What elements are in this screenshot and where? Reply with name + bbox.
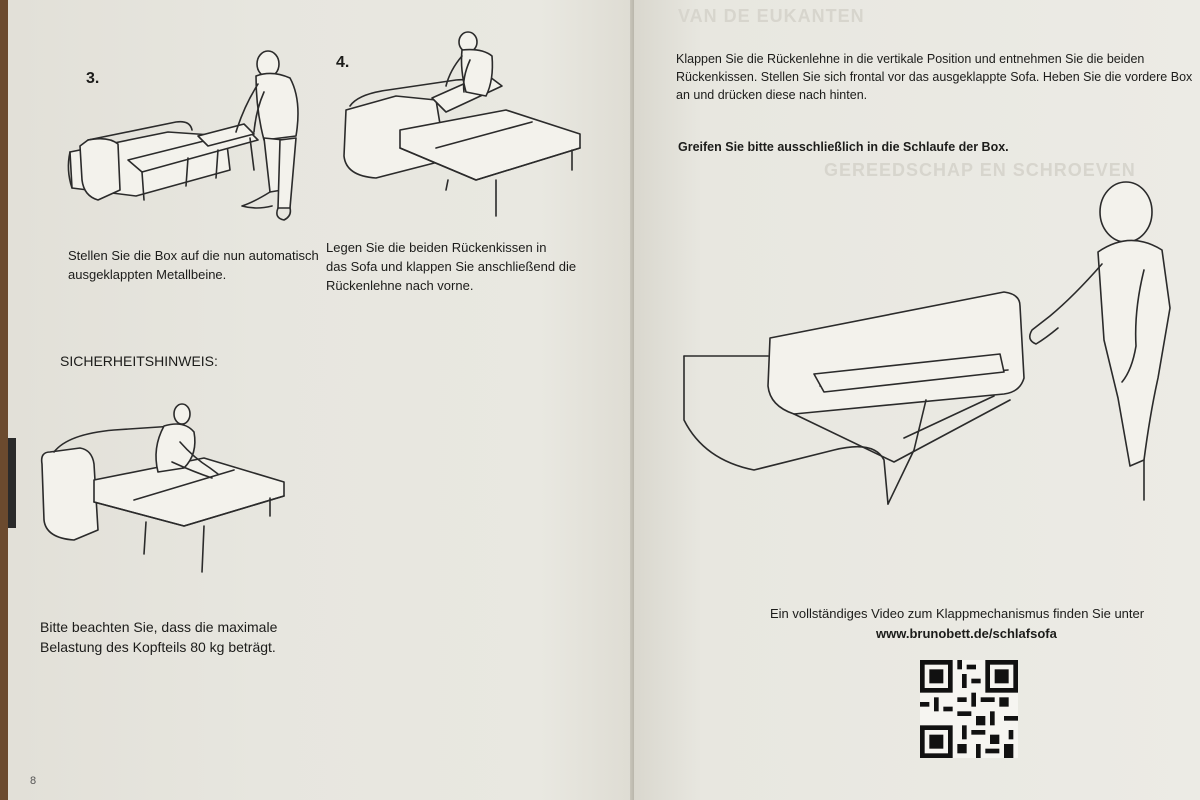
step-4-number: 4. xyxy=(336,54,350,71)
bleed-through-text-2: GEREEDSCHAP EN SCHROEVEN xyxy=(824,160,1136,180)
page-number: 8 xyxy=(30,775,37,787)
intro-line-1: Klappen Sie die Rückenlehne in die vertikale Position und entnehmen Sie die beiden xyxy=(676,52,1145,66)
step-3-illustration xyxy=(58,40,328,230)
safety-illustration xyxy=(34,402,294,582)
step-3-number: 3. xyxy=(86,70,100,87)
intro-line-3: an und drücken diese nach hinten. xyxy=(676,88,868,102)
step-4-caption-line-3: Rückenlehne nach vorne. xyxy=(326,278,474,293)
page-edge-marker xyxy=(8,438,16,528)
left-page xyxy=(8,0,634,800)
step-4-caption-line-2: das Sofa und klappen Sie anschließend die xyxy=(326,259,577,274)
lifting-box-illustration xyxy=(674,160,1174,520)
step-3-caption-line-1: Stellen Sie die Box auf die nun automatisch xyxy=(68,248,319,263)
step-3-caption-line-2: ausgeklappten Metallbeine. xyxy=(68,267,227,282)
intro-line-2: Rückenkissen. Stellen Sie sich frontal vor das ausgeklappte Sofa. Heben Sie die vordere Box xyxy=(676,70,1193,84)
video-url-link[interactable]: www.brunobett.de/schlafsofa xyxy=(876,626,1057,641)
bleed-through-text: VAN DE EUKANTEN xyxy=(678,6,865,26)
grip-note: Greifen Sie bitte ausschließlich in die Schlaufe der Box. xyxy=(678,140,1009,154)
safety-heading: SICHERHEITSHINWEIS: xyxy=(60,353,218,369)
step-4-illustration xyxy=(336,30,586,225)
qr-code-icon[interactable] xyxy=(920,660,1018,758)
right-page xyxy=(634,0,1200,800)
step-4-caption-line-1: Legen Sie die beiden Rückenkissen in xyxy=(326,240,547,255)
safety-caption-line-2: Belastung des Kopfteils 80 kg beträgt. xyxy=(40,639,276,655)
safety-caption-line-1: Bitte beachten Sie, dass die maximale xyxy=(40,619,278,635)
video-line-1: Ein vollständiges Video zum Klappmechanismus finden Sie unter xyxy=(770,606,1145,621)
